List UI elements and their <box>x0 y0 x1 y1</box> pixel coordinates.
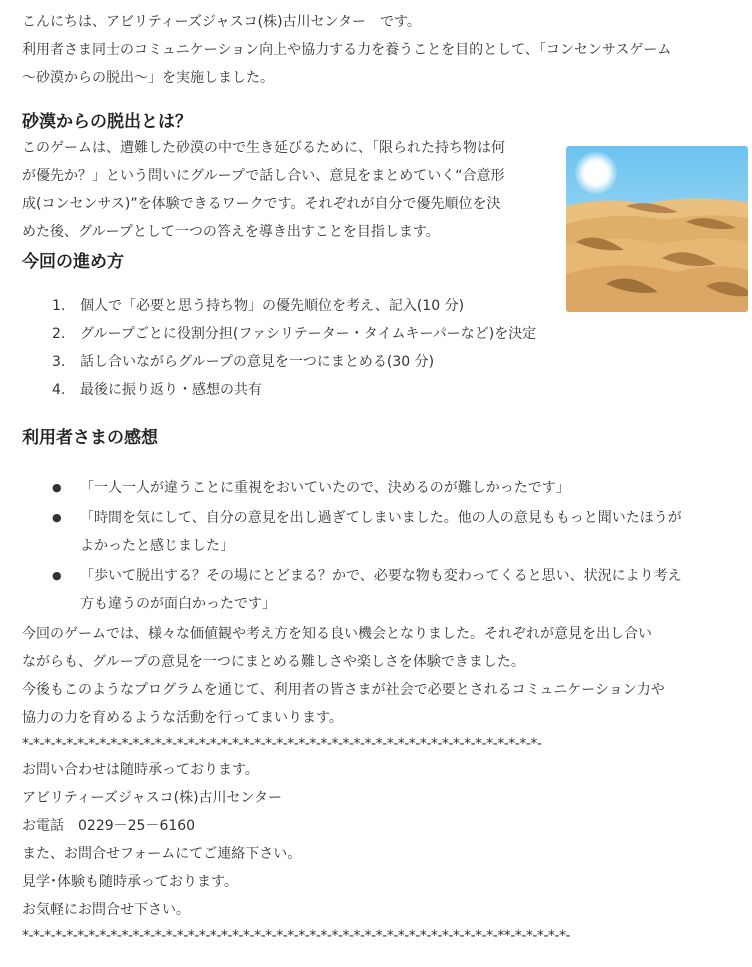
voices-list <box>22 474 734 618</box>
intro-line: 利用者さま同士のコミュニケーション向上や協力する力を養うことを目的として、「コンセンサスゲーム <box>22 42 672 58</box>
closing-line: ながらも、グループの意見を一つにまとめる難しさや楽しさを体験できました。 <box>22 654 525 670</box>
closing-line: 今後もこのようなプログラムを通じて、利用者の皆さまが社会で必要とされるコミュニケーション力や <box>22 682 665 698</box>
steps-heading: 今回の進め方 <box>22 252 124 272</box>
voice-text: 「一人一人が違うことに重視をおいていたので、決めるのが難しかったです」 <box>80 480 570 496</box>
desert-line: めた後、グループとして一つの答えを導き出すことを目指します。 <box>22 224 440 240</box>
contact-line: また、お問合せフォームにてご連絡下さい。 <box>22 846 302 862</box>
separator-line: *-*-*-*-*-*-*-*-*-*-*-*-*-*-*-*-*-*-*-*-*-*-*-*-*-*-*-*-*-*-*-*-*-*-*-*-*-*-*-*-*-*-*-**-*-*-*-*-*- <box>22 928 571 944</box>
step-text: 話し合いながらグループの意見を一つにまとめる(30 分) <box>80 354 435 370</box>
list-item <box>52 562 734 618</box>
desert-line: が優先か？」という問いにグループで話し合い、意見をまとめていく“合意形 <box>22 168 505 184</box>
bullet-icon: ● <box>52 569 62 582</box>
list-item <box>52 320 734 348</box>
contact-phone: お電話 0229－25－6160 <box>22 818 196 834</box>
intro-line: ～砂漠からの脱出～」を実施しました。 <box>22 70 274 86</box>
desert-description <box>22 134 734 246</box>
voices-heading: 利用者さまの感想 <box>22 428 158 448</box>
article-body <box>22 8 734 948</box>
list-item <box>52 504 734 560</box>
closing-line: 今回のゲームでは、様々な価値観や考え方を知る良い機会となりました。それぞれが意見を出し合い <box>22 626 652 642</box>
desert-line: このゲームは、遭難した砂漠の中で生き延びるために、「限られた持ち物は何 <box>22 140 505 156</box>
list-item <box>52 348 734 376</box>
bullet-icon: ● <box>52 481 62 494</box>
voice-text: 「時間を気にして、自分の意見を出し過ぎてしまいました。他の人の意見ももっと聞いたほうがよかったと感じました」 <box>80 510 682 554</box>
step-text: 最後に振り返り・感想の共有 <box>80 382 262 398</box>
list-item <box>52 376 734 404</box>
contact-line: お気軽にお問合せ下さい。 <box>22 902 190 918</box>
bullet-icon: ● <box>52 511 62 524</box>
step-number: 2. <box>52 326 66 342</box>
step-number: 1. <box>52 298 66 314</box>
intro-line: こんにちは、アビリティーズジャスコ(株)古川センター です。 <box>22 14 421 30</box>
step-number: 4. <box>52 382 66 398</box>
contact-line: アビリティーズジャスコ(株)古川センター <box>22 790 282 806</box>
step-text: 個人で「必要と思う持ち物」の優先順位を考え、記入(10 分) <box>80 298 465 314</box>
step-text: グループごとに役割分担(ファシリテーター・タイムキーパーなど)を決定 <box>80 326 537 342</box>
separator-line: *-*-*-*-*-*-*-*-*-*-*-*-*-*-*-*-*-*-*-*-*-*-*-*-*-*-*-*-*-*-*-*-*-*-*-*-*-*-*-*-*-*-*-*-*-*-*- <box>22 736 542 752</box>
closing-line: 協力の力を育めるような活動を行ってまいります。 <box>22 710 343 726</box>
desert-line: 成(コンセンサス)”を体験できるワークです。それぞれが自分で優先順位を決 <box>22 196 501 212</box>
desert-dunes-illustration <box>566 146 748 312</box>
voice-text: 「歩いて脱出する？その場にとどまる？かで、必要な物も変わってくると思い、状況により考え方も違うのが面白かったです」 <box>80 568 682 612</box>
desert-heading: 砂漠からの脱出とは？ <box>22 112 192 132</box>
contact-line: お問い合わせは随時承っております。 <box>22 762 259 778</box>
list-item <box>52 474 734 502</box>
step-number: 3. <box>52 354 66 370</box>
contact-line: 見学･体験も随時承っております。 <box>22 874 238 890</box>
